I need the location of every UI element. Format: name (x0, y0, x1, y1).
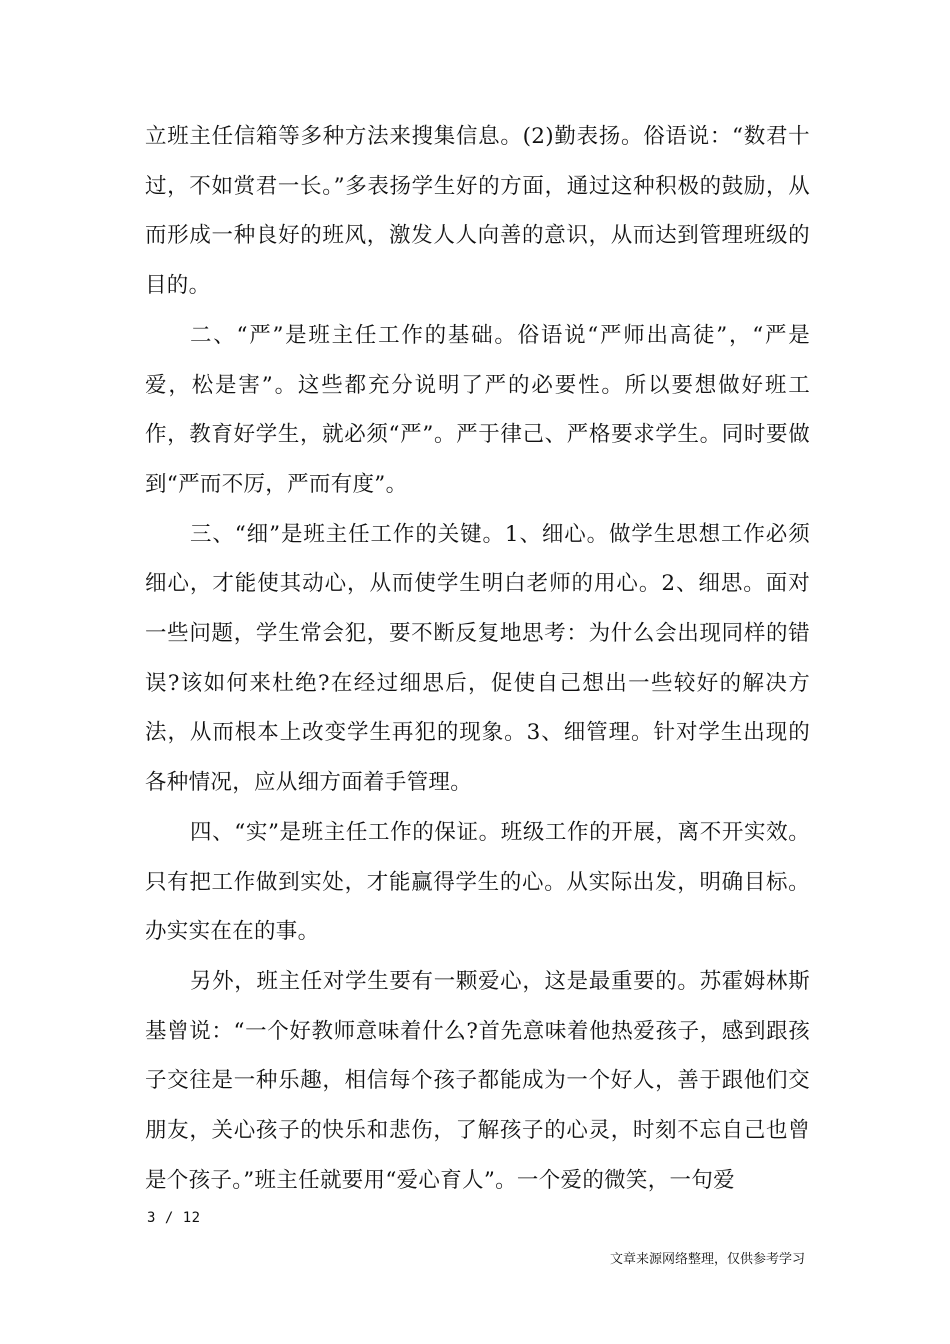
paragraph-love: 另外，班主任对学生要有一颗爱心，这是最重要的。苏霍姆林斯基曾说：“一个好教师意味着什么?首先意味着他热爱孩子，感到跟孩子交往是一种乐趣，相信每个孩子都能成为一个好人，善于跟他们交朋友，关心孩子的快乐和悲伤，了解孩子的心灵，时刻不忘自己也曾是个孩子。”班主任就要用“爱心育人”。一个爱的微笑，一句爱 (145, 968, 810, 1193)
page-number: 3 / 12 (147, 1210, 201, 1226)
paragraph-continuation: 立班主任信箱等多种方法来搜集信息。(2)勤表扬。俗语说：“数君十过，不如赏君一长。”多表扬学生好的方面，通过这种积极的鼓励，从而形成一种良好的班风，激发人人向善的意识，从而达到管理班级的目的。 (145, 124, 810, 299)
paragraph-carefulness: 三、“细”是班主任工作的关键。1、细心。做学生思想工作必须细心，才能使其动心，从而使学生明白老师的用心。2、细思。面对一些问题，学生常会犯，要不断反复地思考：为什么会出现同样的错误?该如何来杜绝?在经过细思后，促使自己想出一些较好的解决方法，从而根本上改变学生再犯的现象。3、细管理。针对学生出现的各种情况，应从细方面着手管理。 (145, 521, 810, 796)
footer-note: 文章来源网络整理，仅供参考学习 (609, 1252, 805, 1267)
document-body (145, 112, 810, 1205)
paragraph-strictness: 二、“严”是班主任工作的基础。俗语说“严师出高徒”，“严是爱，松是害”。这些都充分说明了严的必要性。所以要想做好班工作，教育好学生，就必须“严”。严于律己、严格要求学生。同时要做到“严而不厉，严而有度”。 (145, 322, 810, 497)
paragraph-practicality: 四、“实”是班主任工作的保证。班级工作的开展，离不开实效。只有把工作做到实处，才能赢得学生的心。从实际出发，明确目标。办实实在在的事。 (145, 819, 810, 945)
